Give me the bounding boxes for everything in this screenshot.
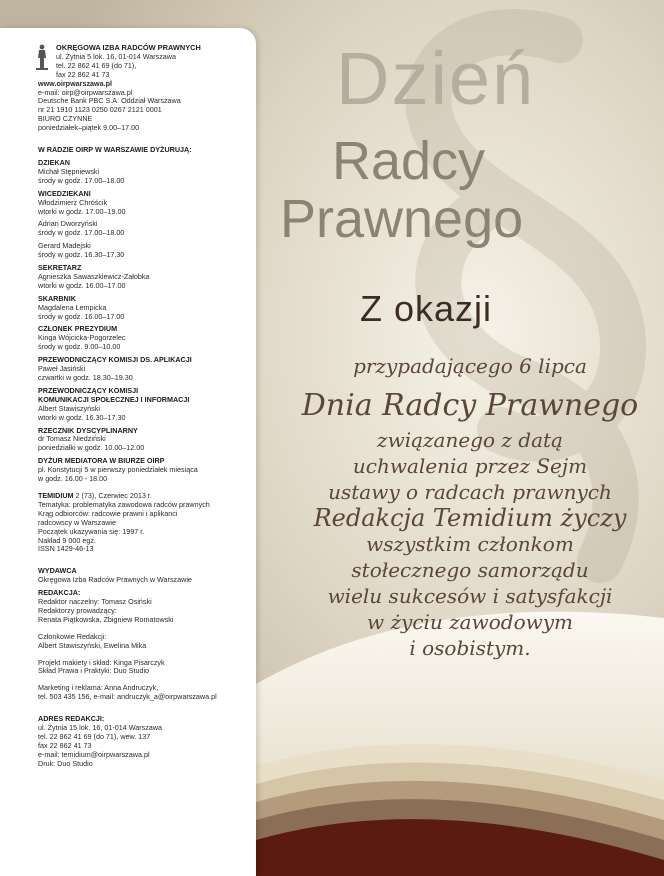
greeting-line-11: i osobistym. [409,636,531,660]
aplikacji-title: PRZEWODNICZĄCY KOMISJI DS. APLIKACJI [38,355,192,365]
adres-email[interactable]: e-mail: temidium@oirpwarszawa.pl [38,749,150,759]
prowadzacy-label: Redaktorzy prowadzący: [38,605,117,615]
greeting-line-7: wszystkim członkom [366,532,574,556]
czlonkowie-names: Albert Stawiszyński, Ewelina Mika [38,640,147,650]
czlonkowie-label: Członkowie Redakcji: [38,631,107,641]
odbiorcy-2: radcowscy w Warszawie [38,517,117,527]
odbiorcy-1: Krąg odbiorców: radcowie prawni i aplikanci [38,508,178,518]
druk: Druk: Duo Studio [38,758,93,768]
org-name: OKRĘGOWA IZBA RADCÓW PRAWNYCH [56,43,201,52]
org-tel: tel. 22 862 41 69 (do 71), [56,60,137,70]
wice2-name: Adrian Dworzyński [38,219,98,229]
issn: ISSN 1429-46-13 [38,544,94,554]
occasion-heading: Z okazji [360,288,493,329]
org-header [34,44,250,80]
wice2-hours: środy w godz. 17.00–18.00 [38,228,125,238]
mediator-line-2: w godz. 16.00 - 18.00 [38,474,108,484]
duty-header: W RADZIE OIRP W WARSZAWIE DYŻURUJĄ: [38,145,192,155]
rzecznik-title: RZECZNIK DYSCYPLINARNY [38,425,138,435]
komunikacji-title-1: PRZEWODNICZĄCY KOMISJI [38,385,139,395]
greeting-line-5: ustawy o radcach prawnych [328,480,612,504]
office-hours: poniedziałek–piątek 9.00–17.00 [38,123,140,133]
marketing: Marketing i reklama: Anna Andruczyk, [38,683,159,693]
komunikacji-hours: wtorki w godz. 16.30–17.30 [38,412,126,422]
greeting-line-2: Dnia Radcy Prawnego [301,388,639,423]
sklad: Skład Prawa i Praktyki: Duo Studio [38,666,150,676]
marketing-contact[interactable]: tel. 503 435 156, e-mail: andruczyk_a@oirpwarszawa.pl [38,692,217,702]
prowadzacy-names: Renata Piątkowska, Zbigniew Romatowski [38,614,174,624]
adres-title: ADRES REDAKCJI: [38,714,105,724]
komunikacji-title-2: KOMUNIKACJI SPOŁECZNEJ I INFORMACJI [38,394,190,404]
email-link[interactable]: e-mail: oirp@oirpwarszawa.pl [38,87,133,97]
greeting-line-4: uchwalenia przez Sejm [352,454,588,478]
czlonek-title: CZŁONEK PREZYDIUM [38,324,118,334]
masthead-column [38,44,250,769]
dziekan-hours: środy w godz. 17.00–18.00 [38,175,125,185]
bank-name: Deutsche Bank PBC S.A. Oddział Warszawa [38,96,181,106]
greeting-line-1: przypadającego 6 lipca [353,354,587,378]
dziekan-title: DZIEKAN [38,157,70,167]
mediator-title: DYŻUR MEDIATORA W BIURZE OIRP [38,456,165,466]
office-label: BIURO CZYNNE [38,114,93,124]
dziekan-name: Michał Stępniewski [38,166,100,176]
rzecznik-hours: poniedziałki w godz. 10.00–12.00 [38,443,145,453]
org-fax: fax 22 862 41 73 [56,69,110,79]
wice3-name: Gerard Madejski [38,241,91,251]
statue-logo-icon [34,44,50,70]
wydawca-title: WYDAWCA [38,566,77,576]
greeting-line-6: Redakcja Temidium życzy [313,504,627,532]
website-link[interactable]: www.oirpwarszawa.pl [38,78,113,88]
wice-title: WICEDZIEKANI [38,188,91,198]
poczatek: Początek ukazywania się: 1997 r. [38,526,145,536]
temidium-label: TEMIDIUM [38,490,74,500]
naklad: Nakład 9 000 egz. [38,535,96,545]
aplikacji-name: Paweł Jasiński [38,364,86,374]
komunikacji-name: Albert Stawiszyński [38,403,100,413]
adres-street: ul. Żytnia 15 lok. 16, 01-014 Warszawa [38,723,162,733]
skarbnik-hours: środy w godz. 16.00–17.00 [38,311,125,321]
hero-title-dzien: Dzień [336,37,536,120]
aplikacji-hours: czwartki w godz. 18.30–19.30 [38,373,133,382]
greeting-line-9: wielu sukcesów i satysfakcji [327,584,613,608]
hero-title-radcy: Radcy [332,131,486,191]
naczelny: Redaktor naczelny: Tomasz Osiński [38,597,152,607]
mediator-line-1: pl. Konstytucji 5 w pierwszy poniedziałek miesiąca [38,465,198,475]
sekretarz-hours: wtorki w godz. 16.00–17.00 [38,280,126,290]
tematyka: Tematyka: problematyka zawodowa radców prawnych [38,499,210,509]
temidium-issue-number: 2 (73), Czerwiec 2013 r. [73,490,152,500]
greeting-line-8: stołecznego samorządu [351,558,589,582]
wydawca-name: Okręgowa Izba Radców Prawnych w Warszawie [38,575,192,585]
wice1-hours: wtorki w godz. 17.00–19.00 [38,206,126,216]
skarbnik-title: SKARBNIK [38,293,76,303]
org-address: ul. Żytnia 5 lok. 16, 01-014 Warszawa [56,51,176,61]
sekretarz-name: Agnieszka Sawaszkiewicz-Załobka [38,271,150,281]
skarbnik-name: Magdalena Łempicka [38,302,107,312]
greeting-line-10: w życiu zawodowym [367,610,573,634]
bank-account: nr 21 1910 1123 0250 0267 2121 0001 [38,105,162,115]
adres-tel: tel. 22 862 41 69 (do 71), wew. 137 [38,732,151,741]
greeting-line-3: związanego z datą [377,428,563,452]
rzecznik-name: dr Tomasz Niedziński [38,434,106,444]
czlonek-hours: środy w godz. 9.00–10.00 [38,342,121,352]
redakcja-title: REDAKCJA: [38,588,81,598]
wice1-name: Włodzimierz Chróścik [38,197,108,207]
wice3-hours: środy w godz. 16.30–17.30 [38,250,125,260]
projekt: Projekt makiety i skład: Kinga Pisarczyk [38,657,165,667]
hero-title-prawnego: Prawnego [280,189,524,249]
adres-fax: fax 22 862 41 73 [38,740,92,750]
sekretarz-title: SEKRETARZ [38,263,82,273]
czlonek-name: Kinga Wójcicka-Pogorzelec [38,333,126,343]
